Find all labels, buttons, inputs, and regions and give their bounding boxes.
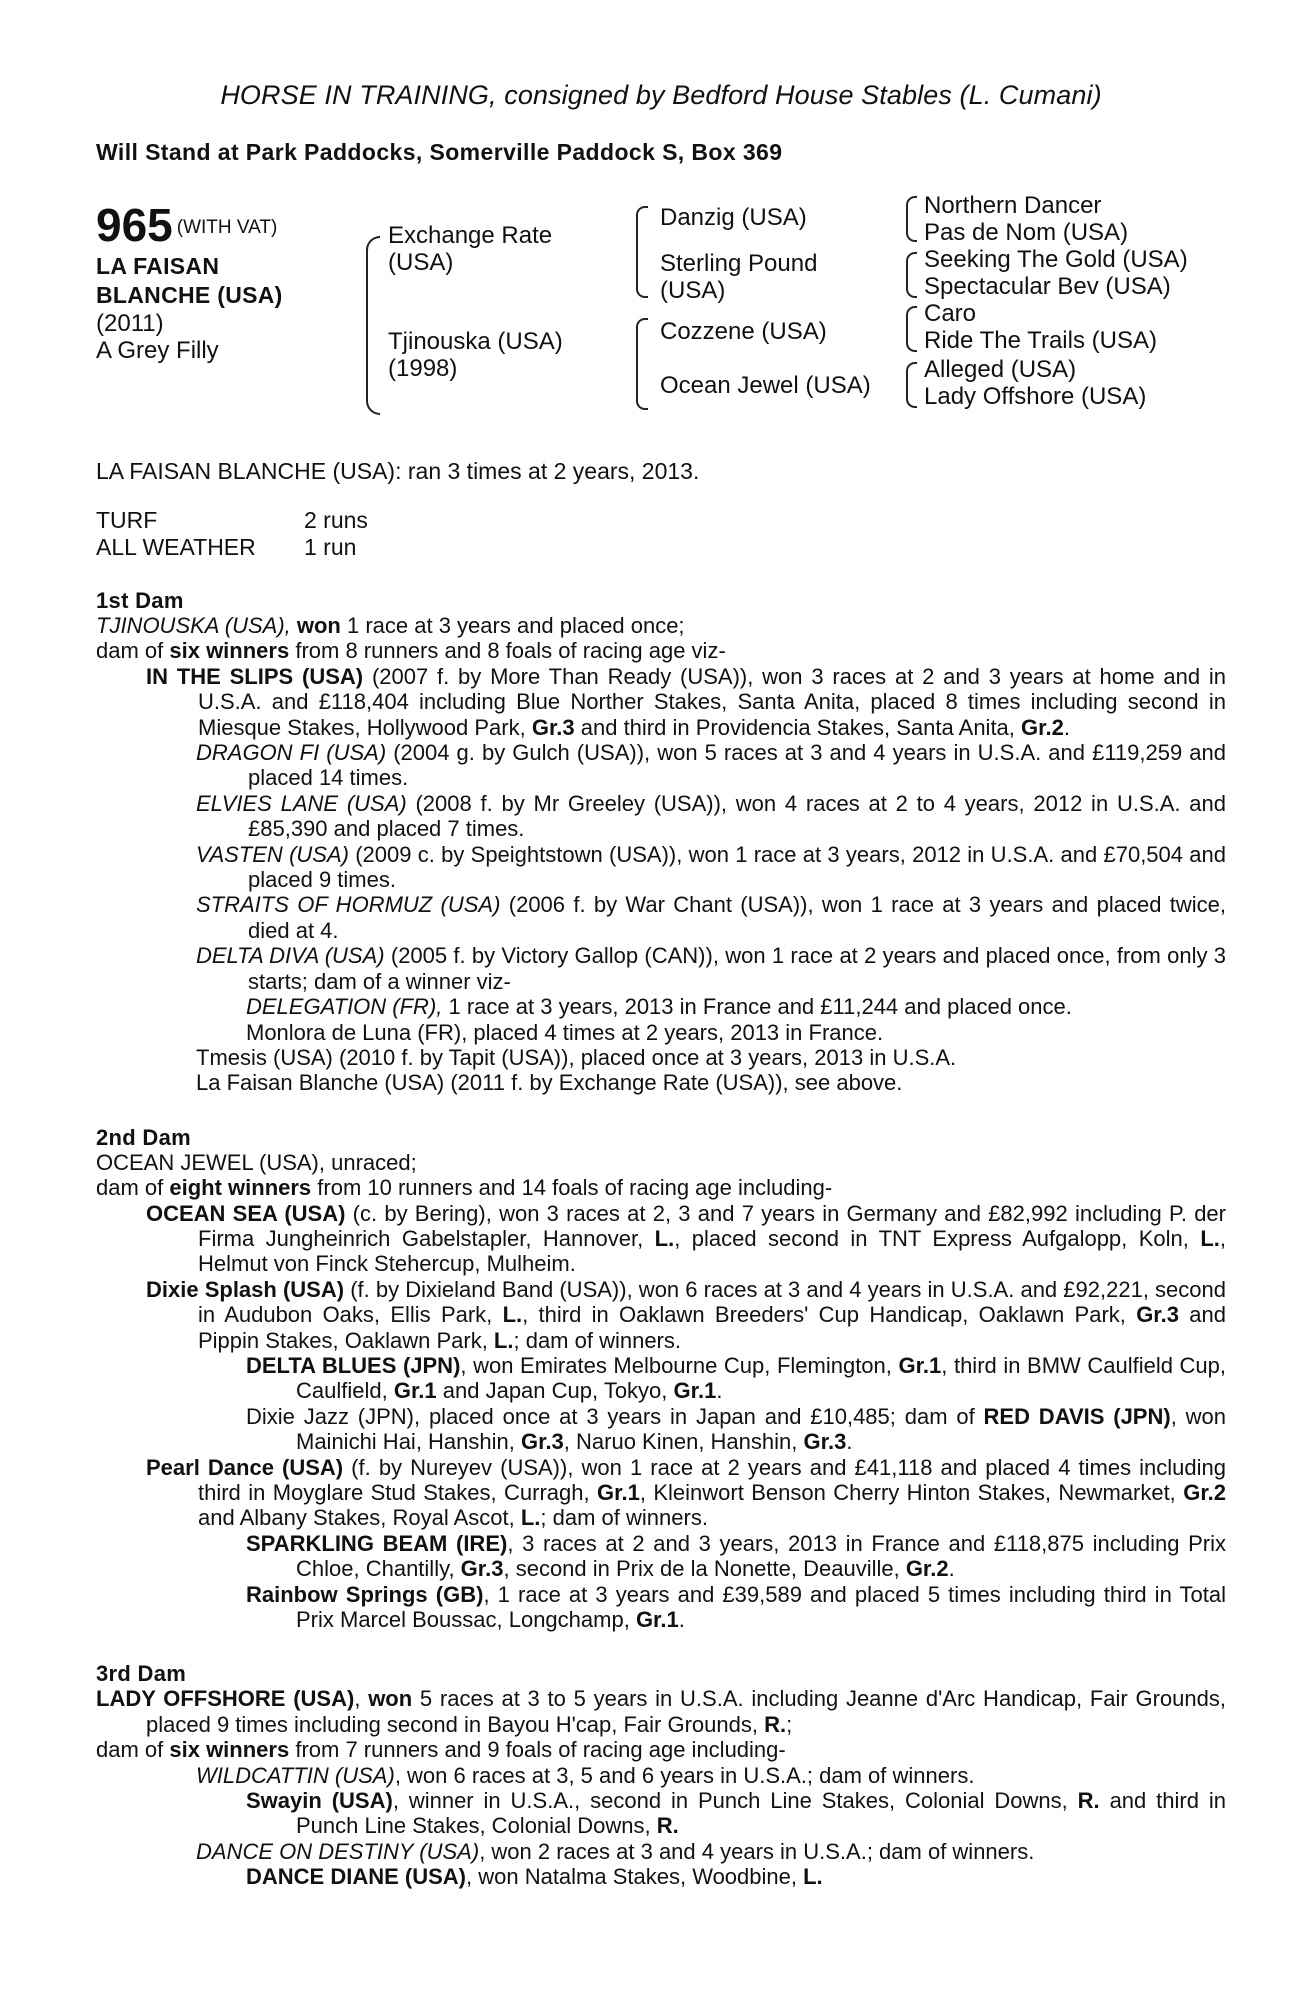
text-fragment: DANCE DIANE (USA): [246, 1864, 466, 1890]
produce-entry: [96, 1788, 1226, 1839]
second-dam-intro: OCEAN JEWEL (USA), unraced;: [96, 1149, 417, 1175]
text-fragment: (USA): [660, 277, 726, 304]
text-fragment: , won 2 races at 3 and 4 years in U.S.A.; dam of winners.: [479, 1838, 1035, 1864]
text-fragment: (2009 c. by Speightstown (USA)), won 1 race at 3 years, 2012 in U.S.A. and £70,504 and placed 9 times.: [248, 841, 1226, 893]
sire: [388, 222, 552, 276]
third-dam-heading: 3rd Dam: [96, 1661, 187, 1687]
text-fragment: Gr.2: [905, 1556, 949, 1582]
produce-entry: [96, 943, 1226, 994]
text-fragment: SPARKLING BEAM (IRE): [246, 1530, 508, 1556]
produce-entry: [96, 1404, 1226, 1455]
grandsire-line-4: [924, 356, 1146, 410]
text-fragment: Gr.1: [393, 1378, 437, 1404]
second-dam-produce: [96, 1175, 1226, 1200]
text-fragment: Dixie Jazz (JPN), placed once at 3 years in Japan and £10,485; dam of: [246, 1403, 984, 1429]
text-fragment: Pas de Nom (USA): [924, 219, 1129, 246]
produce-entry: [96, 1864, 1226, 1889]
text-fragment: ELVIES LANE (USA): [196, 790, 407, 816]
text-fragment: won: [290, 613, 341, 638]
text-fragment: Alleged (USA): [924, 356, 1077, 383]
text-fragment: six winners: [169, 1737, 290, 1763]
text-fragment: .: [716, 1378, 723, 1404]
pedigree-brace: [906, 196, 917, 242]
text-fragment: Gr.3: [460, 1556, 504, 1582]
dam: [388, 328, 563, 382]
horse-name-line2: BLANCHE (USA): [96, 282, 283, 308]
text-fragment: Ride The Trails (USA): [924, 327, 1157, 354]
text-fragment: from 8 runners and 8 foals of racing age viz-: [289, 638, 726, 664]
produce-entry: [96, 791, 1226, 842]
produce-entry: [96, 1353, 1226, 1404]
text-fragment: from 7 runners and 9 foals of racing age including-: [289, 1737, 786, 1763]
text-fragment: Caro: [924, 300, 977, 327]
text-fragment: .: [1063, 714, 1070, 740]
text-fragment: dam of: [96, 638, 170, 664]
produce-entry: [96, 1455, 1226, 1531]
vat-note: (WITH VAT): [176, 217, 278, 238]
text-fragment: TURF: [96, 507, 158, 533]
text-fragment: , Helmut von Finck Stehercup, Mulheim.: [198, 1225, 1226, 1277]
sire-sire: Danzig (USA): [660, 204, 807, 231]
page-title: HORSE IN TRAINING, consigned by Bedford House Stables (L. Cumani): [220, 80, 1102, 110]
produce-entry: [96, 1839, 1226, 1864]
text-fragment: dam of: [96, 1175, 170, 1201]
text-fragment: L.: [1200, 1225, 1220, 1251]
text-fragment: (USA): [388, 249, 454, 276]
text-fragment: DELTA BLUES (JPN): [246, 1352, 461, 1378]
text-fragment: Gr.3: [531, 714, 575, 740]
text-fragment: (2007 f. by More Than Ready (USA)), won 3 races at 2 and 3 years at home and in U.S.A. and £118,404 including Blue Norther Stakes, Santa Anita, placed 8 times including second in Miesque Stakes, Hollywood Park,: [198, 663, 1227, 740]
second-dam-heading: 2nd Dam: [96, 1124, 192, 1150]
text-fragment: Exchange Rate: [388, 222, 553, 249]
pedigree-table: [96, 192, 1226, 436]
text-fragment: (2006 f. by War Chant (USA)), won 1 race at 3 years and placed twice, died at 4.: [248, 892, 1226, 943]
produce-entry: [96, 842, 1226, 893]
text-fragment: , won 6 races at 3, 5 and 6 years in U.S.A.; dam of winners.: [394, 1762, 975, 1788]
text-fragment: DELEGATION (FR),: [246, 994, 443, 1020]
foaling-year: (2011): [96, 310, 164, 337]
text-fragment: RED DAVIS (JPN): [983, 1403, 1171, 1429]
grandsire-line-2: [924, 246, 1188, 300]
third-dam-produce: [96, 1737, 1226, 1762]
text-fragment: DRAGON FI (USA): [196, 740, 387, 766]
text-fragment: Gr.3: [1136, 1302, 1179, 1328]
text-fragment: , winner in U.S.A., second in Punch Line Stakes, Colonial Downs,: [392, 1788, 1078, 1814]
text-fragment: , won Emirates Melbourne Cup, Flemington,: [460, 1352, 899, 1378]
text-fragment: and Pippin Stakes, Oaklawn Park,: [198, 1302, 1226, 1353]
produce-entry: [96, 1582, 1226, 1633]
text-fragment: L.: [654, 1225, 675, 1251]
text-fragment: won: [368, 1686, 413, 1712]
text-fragment: IN THE SLIPS (USA): [146, 663, 364, 689]
produce-entry: La Faisan Blanche (USA) (2011 f. by Exchange Rate (USA)), see above.: [196, 1070, 903, 1096]
text-fragment: Sterling Pound: [660, 250, 818, 277]
grandsire-line-3: [924, 300, 1157, 354]
text-fragment: (2008 f. by Mr Greeley (USA)), won 4 races at 2 to 4 years, 2012 in U.S.A. and £85,390 and placed 7 times.: [248, 790, 1226, 842]
text-fragment: Pearl Dance (USA): [146, 1454, 344, 1480]
text-fragment: (1998): [388, 355, 458, 382]
produce-entry: [96, 740, 1226, 791]
text-fragment: Spectacular Bev (USA): [924, 273, 1171, 300]
pedigree-brace: [636, 206, 648, 298]
produce-entry: [96, 1531, 1226, 1582]
text-fragment: , 1 race at 3 years and £39,589 and placed 5 times including third in Total Prix Marcel Boussac, Longchamp,: [296, 1581, 1226, 1633]
text-fragment: (2004 g. by Gulch (USA)), won 5 races at 3 and 4 years in U.S.A. and £119,259 and placed 14 times.: [248, 740, 1226, 791]
text-fragment: Gr.3: [803, 1429, 847, 1455]
text-fragment: six winners: [169, 638, 290, 664]
race-record: LA FAISAN BLANCHE (USA): ran 3 times at 2 years, 2013.: [96, 458, 700, 484]
produce-entry: [96, 664, 1226, 740]
text-fragment: TJINOUSKA (USA),: [96, 613, 291, 638]
text-fragment: Gr.2: [1183, 1480, 1227, 1505]
surface-runs: [96, 507, 1226, 561]
sire-dam: [660, 250, 817, 304]
text-fragment: and Albany Stakes, Royal Ascot,: [198, 1505, 521, 1531]
text-fragment: from 10 runners and 14 foals of racing age including-: [311, 1175, 833, 1201]
text-fragment: , third in Oaklawn Breeders' Cup Handicap, Oaklawn Park,: [522, 1302, 1137, 1328]
pedigree-brace: [906, 306, 917, 352]
produce-entry: [96, 1277, 1226, 1353]
text-fragment: (2005 f. by Victory Gallop (CAN)), won 1 race at 2 years and placed once, from only 3 starts; dam of a winner viz-: [248, 943, 1226, 994]
text-fragment: and third in Providencia Stakes, Santa Anita,: [574, 714, 1022, 740]
text-fragment: 5 races at 3 to 5 years in U.S.A. including Jeanne d'Arc Handicap, Fair Grounds, placed 9 times including second in Bayou H'cap, Fair Grounds,: [146, 1686, 1226, 1737]
first-dam-heading: 1st Dam: [96, 588, 184, 613]
catalogue-page: [96, 0, 1226, 1890]
text-fragment: ,: [354, 1686, 369, 1712]
produce-entry: [96, 994, 1226, 1019]
text-fragment: eight winners: [169, 1175, 312, 1201]
produce-entry: Monlora de Luna (FR), placed 4 times at 2 years, 2013 in France.: [246, 1019, 884, 1045]
text-fragment: 2 runs: [304, 507, 368, 533]
text-fragment: L.: [520, 1505, 541, 1531]
pedigree-brace: [636, 318, 648, 410]
text-fragment: , Kleinwort Benson Cherry Hinton Stakes, Newmarket,: [639, 1480, 1184, 1505]
dam-sire: Cozzene (USA): [660, 318, 827, 345]
text-fragment: Gr.1: [597, 1480, 640, 1505]
text-fragment: R.: [656, 1813, 679, 1839]
text-fragment: (c. by Bering), won 3 races at 2, 3 and 7 years in Germany and £82,992 including P. der Firma Jungheinrich Gabelstapler, Hannover,: [198, 1200, 1226, 1251]
text-fragment: , won Mainichi Hai, Hanshin,: [296, 1403, 1227, 1455]
text-fragment: Lady Offshore (USA): [924, 383, 1147, 410]
lot-info: [96, 199, 283, 364]
text-fragment: Rainbow Springs (GB): [246, 1581, 484, 1607]
text-fragment: L.: [493, 1327, 514, 1353]
text-fragment: Gr.3: [520, 1429, 564, 1455]
text-fragment: , won Natalma Stakes, Woodbine,: [466, 1864, 804, 1890]
text-fragment: dam of: [96, 1737, 170, 1763]
text-fragment: R.: [764, 1711, 787, 1737]
produce-entry: [96, 1201, 1226, 1277]
text-fragment: .: [948, 1556, 955, 1582]
text-fragment: 1 race at 3 years and placed once;: [340, 613, 685, 638]
text-fragment: 1 race at 3 years, 2013 in France and £11,244 and placed once.: [442, 994, 1072, 1020]
surface-row: [96, 507, 1226, 534]
surface-row: [96, 534, 1226, 561]
text-fragment: ;: [786, 1711, 793, 1737]
text-fragment: ; dam of winners.: [513, 1327, 681, 1353]
text-fragment: DANCE ON DESTINY (USA): [196, 1838, 480, 1864]
text-fragment: LADY OFFSHORE (USA): [96, 1686, 355, 1712]
produce-entry: [96, 1763, 1226, 1788]
text-fragment: WILDCATTIN (USA): [196, 1762, 395, 1788]
text-fragment: , 3 races at 2 and 3 years, 2013 in France and £118,875 including Prix Chloe, Chantilly,: [296, 1530, 1226, 1582]
text-fragment: and Japan Cup, Tokyo,: [436, 1378, 674, 1404]
first-dam-intro: [96, 613, 1226, 638]
text-fragment: Tjinouska (USA): [388, 328, 563, 355]
produce-entry: [96, 892, 1226, 943]
text-fragment: L.: [502, 1302, 523, 1328]
text-fragment: ; dam of winners.: [540, 1505, 708, 1531]
pedigree-brace: [366, 236, 380, 415]
horse-description: A Grey Filly: [96, 337, 219, 364]
text-fragment: Dixie Splash (USA): [146, 1276, 345, 1302]
text-fragment: Gr.2: [1021, 714, 1064, 740]
text-fragment: DELTA DIVA (USA): [196, 943, 385, 969]
text-fragment: Seeking The Gold (USA): [924, 246, 1188, 273]
text-fragment: Gr.1: [635, 1607, 679, 1633]
text-fragment: and third in Punch Line Stakes, Colonial Downs,: [296, 1788, 1226, 1839]
text-fragment: , placed second in TNT Express Aufgalopp, Koln,: [674, 1225, 1201, 1251]
text-fragment: , third in BMW Caulfield Cup, Caulfield,: [296, 1352, 1227, 1404]
text-fragment: Swayin (USA): [246, 1788, 393, 1814]
text-fragment: , Naruo Kinen, Hanshin,: [563, 1429, 804, 1455]
text-fragment: 1 run: [304, 534, 357, 560]
stand-location: Will Stand at Park Paddocks, Somerville Paddock S, Box 369: [96, 139, 783, 165]
dam-dam: Ocean Jewel (USA): [660, 372, 871, 399]
text-fragment: STRAITS OF HORMUZ (USA): [196, 892, 501, 918]
lot-number: 965: [96, 199, 173, 251]
produce-entry: Tmesis (USA) (2010 f. by Tapit (USA)), placed once at 3 years, 2013 in U.S.A.: [196, 1044, 957, 1070]
third-dam-intro: [96, 1686, 1226, 1737]
text-fragment: Northern Dancer: [924, 192, 1102, 219]
text-fragment: .: [678, 1607, 685, 1633]
horse-name-line1: LA FAISAN: [96, 253, 220, 279]
first-dam-produce: [96, 638, 1226, 663]
text-fragment: VASTEN (USA): [196, 841, 349, 867]
text-fragment: Gr.1: [898, 1352, 942, 1378]
text-fragment: OCEAN SEA (USA): [146, 1200, 346, 1226]
text-fragment: (f. by Dixieland Band (USA)), won 6 races at 3 and 4 years in U.S.A. and £92,221, second in Audubon Oaks, Ellis Park,: [198, 1276, 1227, 1328]
pedigree-brace: [906, 362, 917, 408]
text-fragment: Gr.1: [673, 1378, 717, 1404]
text-fragment: .: [846, 1429, 853, 1455]
pedigree-brace: [906, 252, 917, 298]
text-fragment: L.: [803, 1864, 823, 1890]
grandsire-line-1: [924, 192, 1128, 246]
text-fragment: ALL WEATHER: [96, 534, 256, 560]
text-fragment: R.: [1077, 1788, 1100, 1814]
text-fragment: (f. by Nureyev (USA)), won 1 race at 2 years and £41,118 and placed 4 times including third in Moyglare Stud Stakes, Curragh,: [198, 1454, 1226, 1505]
text-fragment: , second in Prix de la Nonette, Deauville,: [503, 1556, 906, 1582]
